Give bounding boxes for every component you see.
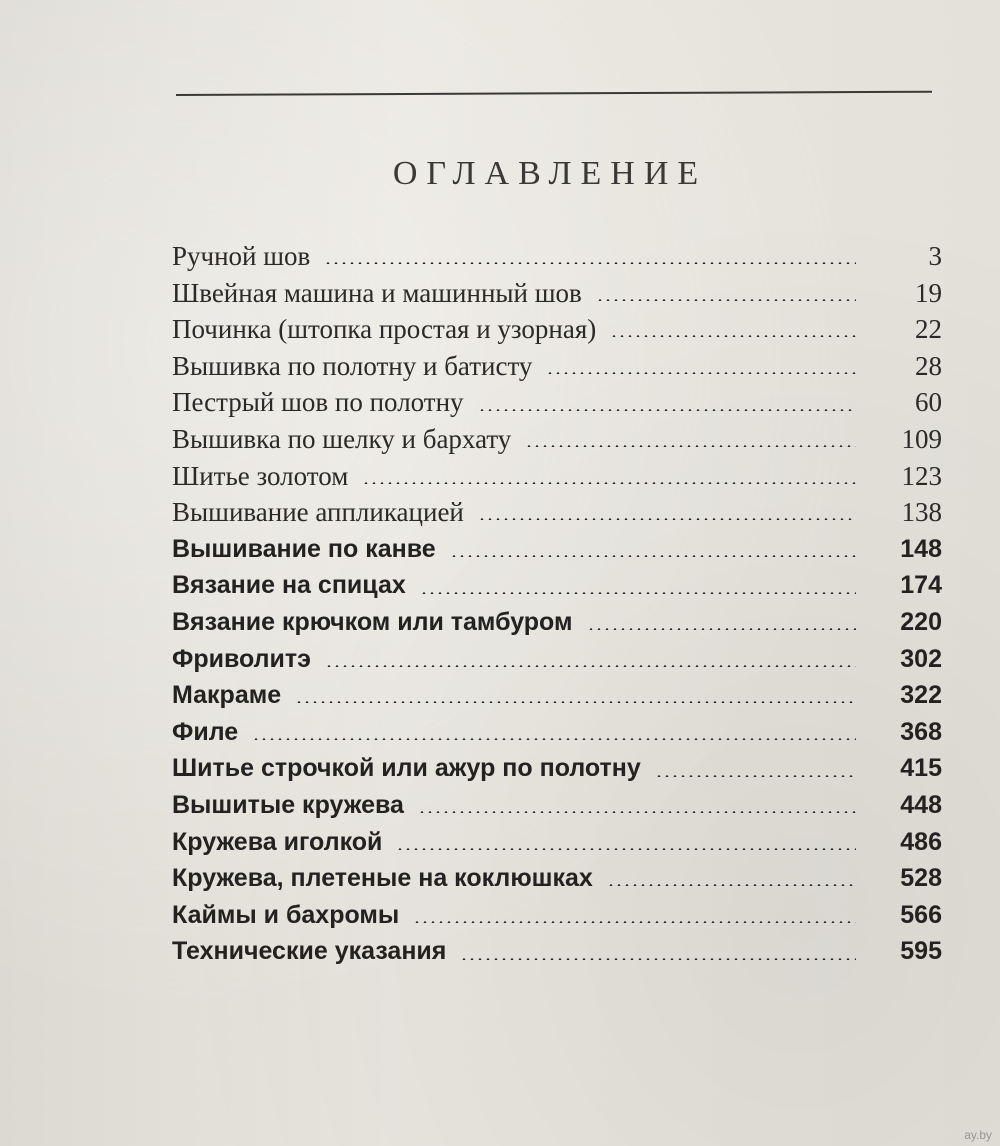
- toc-entry: [172, 311, 942, 348]
- toc-leader-dots: [655, 775, 856, 777]
- toc-entry: [172, 567, 942, 604]
- top-rule: [176, 91, 932, 96]
- toc-entry: [172, 348, 942, 385]
- toc-entry-page: 19: [915, 277, 942, 308]
- toc-entry: [172, 824, 942, 861]
- toc-entry-page: 322: [900, 681, 942, 710]
- toc-entry-title: Вышивка по полотну и батисту: [172, 350, 533, 381]
- toc-entry-title: Вязание на спицах: [172, 571, 406, 600]
- toc-entry: [172, 421, 942, 458]
- toc-entry: [172, 897, 942, 934]
- toc-entry-title: Пестрый шов по полотну: [172, 387, 464, 418]
- toc-leader-dots: [252, 738, 856, 740]
- toc-entry-page: 109: [901, 423, 942, 454]
- toc-entry-page: 302: [900, 644, 942, 673]
- toc-entry-title: Филе: [172, 717, 239, 746]
- toc-entry-page: 528: [900, 864, 942, 893]
- toc-entry: [172, 787, 942, 824]
- toc-entry-title: Вышивание по канве: [172, 534, 436, 563]
- toc-leader-dots: [478, 409, 856, 411]
- toc-entry: [172, 750, 942, 787]
- toc-entry-title: Каймы и бахромы: [172, 900, 400, 929]
- toc-entry-title: Кружева иголкой: [172, 827, 383, 856]
- toc-entry-title: Технические указания: [172, 937, 447, 966]
- toc-entry-page: 148: [900, 534, 942, 563]
- toc-leader-dots: [525, 445, 856, 447]
- toc-entry-page: 3: [928, 241, 942, 271]
- toc-entry-title: Починка (штопка простая и узорная): [172, 314, 597, 345]
- toc-leader-dots: [413, 921, 856, 923]
- toc-list: [172, 238, 942, 970]
- toc-entry-title: Фриволитэ: [172, 644, 311, 673]
- toc-entry: [172, 238, 942, 275]
- toc-entry: [172, 494, 942, 531]
- toc-entry-title: Вышивание аппликацией: [172, 497, 464, 528]
- toc-entry-page: 595: [900, 937, 942, 966]
- toc-entry-page: 174: [900, 571, 942, 600]
- toc-entry: [172, 531, 942, 568]
- toc-leader-dots: [607, 884, 856, 886]
- toc-entry: [172, 860, 942, 897]
- toc-entry-page: 486: [900, 827, 942, 856]
- toc-leader-dots: [546, 372, 856, 374]
- toc-entry-title: Швейная машина и машинный шов: [172, 277, 582, 308]
- toc-leader-dots: [418, 811, 856, 813]
- toc-entry-page: 368: [900, 717, 942, 746]
- toc-entry-page: 60: [915, 387, 942, 418]
- toc-leader-dots: [324, 262, 856, 264]
- toc-entry: [172, 933, 942, 970]
- toc-leader-dots: [450, 555, 856, 557]
- toc-entry: [172, 384, 942, 421]
- site-watermark: ay.by: [964, 1128, 992, 1142]
- toc-entry-page: 415: [900, 754, 942, 783]
- toc-entry-page: 28: [915, 350, 942, 381]
- toc-leader-dots: [596, 299, 856, 301]
- toc-entry-title: Кружева, плетеные на коклюшках: [172, 864, 593, 893]
- toc-entry-page: 448: [900, 790, 942, 819]
- toc-leader-dots: [587, 628, 857, 630]
- toc-leader-dots: [610, 335, 856, 337]
- toc-entry-page: 123: [901, 460, 942, 491]
- toc-entry-title: Шитье строчкой или ажур по полотну: [172, 754, 641, 783]
- toc-entry-page: 138: [901, 497, 942, 528]
- toc-entry: [172, 714, 942, 751]
- toc-entry-page: 22: [915, 314, 942, 345]
- toc-entry: [172, 275, 942, 312]
- toc-leader-dots: [396, 848, 856, 850]
- toc-entry: [172, 677, 942, 714]
- toc-entry: [172, 604, 942, 641]
- toc-leader-dots: [325, 665, 856, 667]
- toc-leader-dots: [362, 482, 856, 484]
- toc-leader-dots: [478, 518, 856, 520]
- toc-leader-dots: [460, 958, 856, 960]
- toc-heading: ОГЛАВЛЕНИЕ: [392, 155, 708, 192]
- toc-entry-title: Макраме: [172, 681, 282, 710]
- toc-entry-title: Вышитые кружева: [172, 790, 404, 819]
- toc-entry-title: Шитье золотом: [172, 460, 349, 491]
- toc-entry-title: Ручной шов: [172, 241, 311, 271]
- toc-entry: [172, 458, 942, 495]
- toc-entry: [172, 641, 942, 678]
- toc-entry-title: Вязание крючком или тамбуром: [172, 607, 573, 636]
- toc-entry-page: 220: [900, 607, 942, 636]
- toc-leader-dots: [295, 701, 856, 703]
- toc-entry-title: Вышивка по шелку и бархату: [172, 423, 512, 454]
- toc-leader-dots: [420, 592, 856, 594]
- toc-entry-page: 566: [900, 900, 942, 929]
